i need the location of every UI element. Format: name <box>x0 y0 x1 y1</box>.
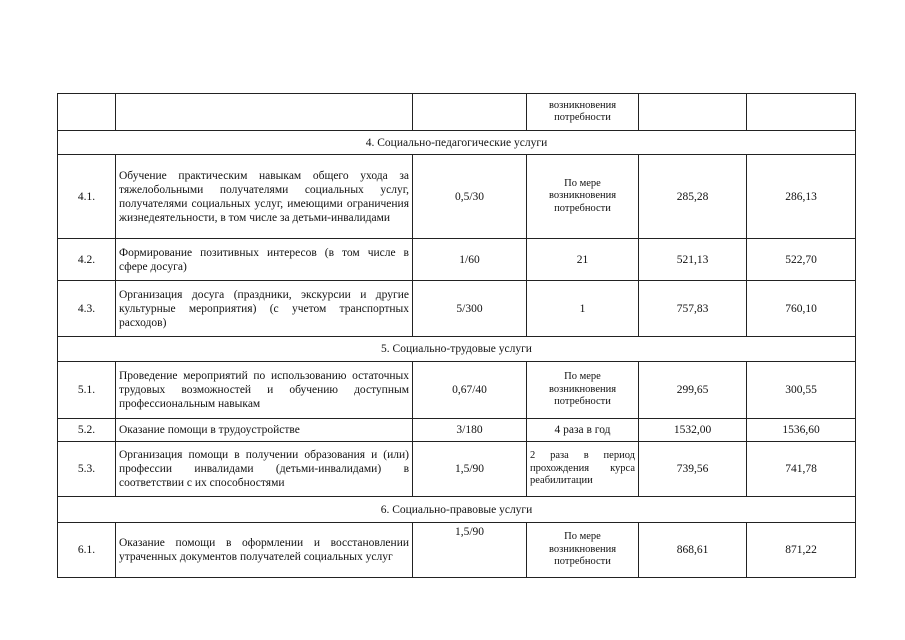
price-value-2: 522,70 <box>747 239 856 281</box>
norm-value: 0,67/40 <box>413 362 527 419</box>
row-number: 4.3. <box>58 281 116 337</box>
price-value-1: 1532,00 <box>639 419 747 442</box>
price-value-1: 757,83 <box>639 281 747 337</box>
price-value-1: 739,56 <box>639 442 747 497</box>
number-cell <box>58 94 116 131</box>
row-number: 4.2. <box>58 239 116 281</box>
section-header-row <box>58 497 856 523</box>
service-name: Проведение мероприятий по использованию остаточных трудовых возможностей и обучению доступным профессиональным навыкам <box>116 362 413 419</box>
frequency-value: По мере возникновения потребности <box>527 155 639 239</box>
section-title: 6. Социально-правовые услуги <box>58 497 856 523</box>
frequency-value: По мере возникновения потребности <box>527 523 639 578</box>
service-name: Оказание помощи в трудоустройстве <box>116 419 413 442</box>
norm-value: 1/60 <box>413 239 527 281</box>
section-header-row <box>58 337 856 362</box>
norm-cell <box>413 94 527 131</box>
table-row-continued <box>58 94 856 131</box>
norm-value: 1,5/90 <box>413 442 527 497</box>
section-title: 5. Социально-трудовые услуги <box>58 337 856 362</box>
row-number: 6.1. <box>58 523 116 578</box>
service-name: Организация помощи в получении образования и (или) профессии инвалидами (детьми-инвалидами) в соответствии с их способностями <box>116 442 413 497</box>
table-row <box>58 362 856 419</box>
norm-value: 0,5/30 <box>413 155 527 239</box>
frequency-value: 21 <box>527 239 639 281</box>
services-tariff-table <box>57 93 856 578</box>
row-number: 5.2. <box>58 419 116 442</box>
norm-value: 5/300 <box>413 281 527 337</box>
price-value-2: 760,10 <box>747 281 856 337</box>
price-value-2: 1536,60 <box>747 419 856 442</box>
row-number: 5.1. <box>58 362 116 419</box>
norm-value: 1,5/90 <box>413 523 527 578</box>
table-row <box>58 419 856 442</box>
table-row <box>58 442 856 497</box>
price-value-1: 299,65 <box>639 362 747 419</box>
service-name: Оказание помощи в оформлении и восстановлении утраченных документов получателей социальных услуг <box>116 523 413 578</box>
service-name: Формирование позитивных интересов (в том числе в сфере досуга) <box>116 239 413 281</box>
table-row <box>58 155 856 239</box>
table-row <box>58 523 856 578</box>
row-number: 4.1. <box>58 155 116 239</box>
frequency-value: 1 <box>527 281 639 337</box>
table-row <box>58 281 856 337</box>
service-name: Организация досуга (праздники, экскурсии и другие культурные мероприятия) (с учетом транспортных расходов) <box>116 281 413 337</box>
price-cell <box>639 94 747 131</box>
price-value-2: 300,55 <box>747 362 856 419</box>
frequency-cell: возникновения потребности <box>527 94 639 131</box>
service-cell <box>116 94 413 131</box>
frequency-value: 2 раза в период прохождения курса реабилитации <box>527 442 639 497</box>
price-value-1: 285,28 <box>639 155 747 239</box>
price-value-2: 286,13 <box>747 155 856 239</box>
price-value-1: 521,13 <box>639 239 747 281</box>
section-title: 4. Социально-педагогические услуги <box>58 131 856 155</box>
price-cell <box>747 94 856 131</box>
row-number: 5.3. <box>58 442 116 497</box>
frequency-value: 4 раза в год <box>527 419 639 442</box>
price-value-2: 871,22 <box>747 523 856 578</box>
section-header-row <box>58 131 856 155</box>
price-value-1: 868,61 <box>639 523 747 578</box>
price-value-2: 741,78 <box>747 442 856 497</box>
norm-value: 3/180 <box>413 419 527 442</box>
service-name: Обучение практическим навыкам общего ухода за тяжелобольными получателями социальных услуг, получателями социальных услуг, имеющими ограничения жизнедеятельности, в том числе за детьми-инвалидами <box>116 155 413 239</box>
frequency-value: По мере возникновения потребности <box>527 362 639 419</box>
table-row <box>58 239 856 281</box>
